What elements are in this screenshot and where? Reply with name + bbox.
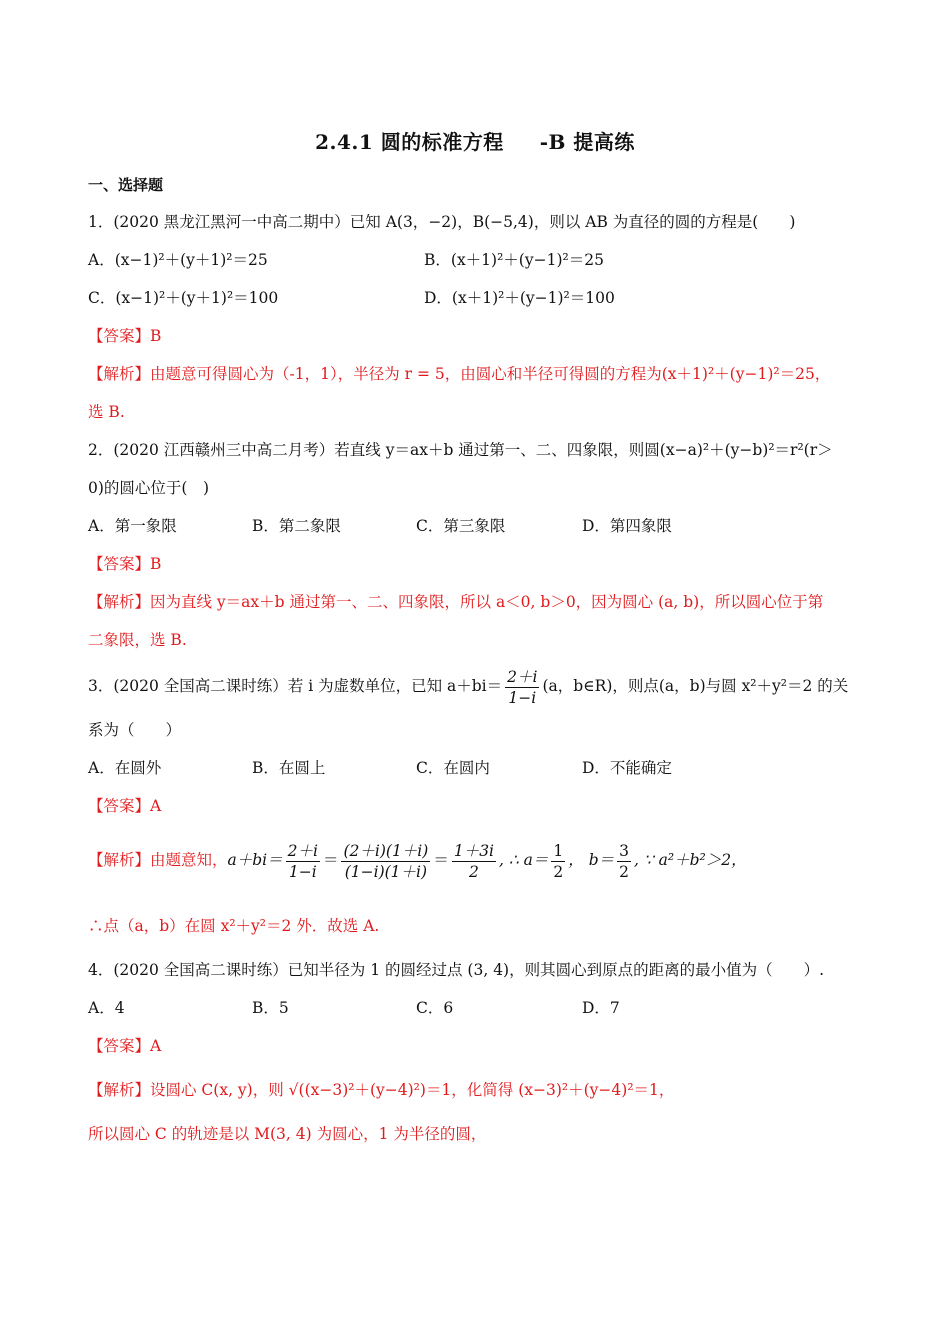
q4-option-d: D．7 <box>582 999 620 1017</box>
q4-stem: 4．(2020 全国高二课时练）已知半径为 1 的圆经过点 (3, 4)，则其圆心到原点的距离的最小值为（ ）. <box>88 961 825 979</box>
q3-option-a: A．在圆外 <box>88 759 162 777</box>
q3-math-frac-3 <box>452 841 496 882</box>
q3-frac-num: 2＋i <box>507 667 538 686</box>
q1-option-a: A．(x−1)²＋(y＋1)²＝25 <box>88 251 268 269</box>
q1-answer: 【答案】B <box>88 327 162 345</box>
q3-stem-cont: 系为（ ） <box>88 721 182 739</box>
q2-answer: 【答案】B <box>88 555 162 573</box>
q3-analysis-cont: ∴点（a，b）在圆 x²＋y²＝2 外．故选 A. <box>88 917 380 935</box>
q3-frac-den: 1−i <box>508 688 537 707</box>
q2-option-d: D．第四象限 <box>582 517 672 535</box>
q4-option-a: A．4 <box>88 999 125 1017</box>
frac-den: 1−i <box>288 862 317 881</box>
q2-option-a: A．第一象限 <box>88 517 177 535</box>
q2-stem-cont: 0)的圆心位于( ) <box>88 479 210 497</box>
q3-fraction <box>505 667 539 708</box>
q3-math-a-eq: , ∴ a＝ <box>499 851 549 869</box>
title-main: 2.4.1 圆的标准方程 <box>315 130 504 154</box>
frac-den: 2 <box>619 862 630 881</box>
q4-option-c: C．6 <box>416 999 454 1017</box>
q3-math-frac-a <box>551 841 565 882</box>
q1-analysis: 【解析】由题意可得圆心为（-1，1），半径为 r = 5，由圆心和半径可得圆的方程为(x＋1)²＋(y−1)²＝25， <box>88 365 831 383</box>
q1-stem: 1．(2020 黑龙江黑河一中高二期中）已知 A(3，−2)，B(−5,4)，则以 AB 为直径的圆的方程是( ) <box>88 213 796 231</box>
q1-option-c: C．(x−1)²＋(y＋1)²＝100 <box>88 289 279 307</box>
q4-option-b: B．5 <box>252 999 289 1017</box>
frac-num: 2＋i <box>287 841 318 860</box>
q1-analysis-cont: 选 B. <box>88 403 125 421</box>
q3-stem-suffix: (a，b∈R)，则点(a，b)与圆 x²＋y²＝2 的关 <box>542 677 849 695</box>
q3-math-frac-b <box>617 841 631 882</box>
frac-num: 3 <box>619 841 630 860</box>
section-heading: 一、选择题 <box>88 176 164 194</box>
q2-option-c: C．第三象限 <box>416 517 506 535</box>
q2-analysis-cont: 二象限，选 B. <box>88 631 187 649</box>
frac-num: 1 <box>553 841 564 860</box>
q3-analysis: 【解析】由题意知，a＋bi＝ $\frac{2+i}{1-i}$ ＝ $\frac{(2+i)(1+i)}{(1-i)(1+i)}$ ＝ $\frac{1+3i}{2}$ , ∴ a＝ $\frac{1}{2}$ ， b＝ $\frac{3}{2}$ , ∵ a²＋b²＞2， <box>88 841 747 881</box>
q3-math-lhs: a＋bi＝ <box>227 851 283 869</box>
q2-option-b: B．第二象限 <box>252 517 341 535</box>
q1-option-b: B．(x＋1)²＋(y−1)²＝25 <box>424 251 604 269</box>
q4-answer: 【答案】A <box>88 1037 162 1055</box>
q3-stem <box>88 664 868 708</box>
page-title <box>0 126 950 155</box>
q3-answer: 【答案】A <box>88 797 162 815</box>
q3-math-frac-2 <box>341 841 430 882</box>
q2-analysis: 【解析】因为直线 y＝ax＋b 通过第一、二、四象限，所以 a＜0, b＞0，因为圆心 (a, b)，所以圆心位于第 <box>88 593 824 611</box>
q3-math-frac-1 <box>286 841 320 882</box>
q1-option-d: D．(x＋1)²＋(y−1)²＝100 <box>424 289 615 307</box>
q3-analysis-label: 【解析】由题意知， <box>88 851 228 869</box>
q2-stem: 2．(2020 江西赣州三中高二月考）若直线 y＝ax＋b 通过第一、二、四象限，则圆(x−a)²＋(y−b)²＝r²(r＞ <box>88 441 833 459</box>
frac-num: 1＋3i <box>453 841 495 860</box>
q3-option-b: B．在圆上 <box>252 759 326 777</box>
frac-den: 2 <box>468 862 479 881</box>
title-suffix: -B 提高练 <box>539 130 635 154</box>
q3-math-b-eq: ， b＝ <box>568 851 615 869</box>
frac-den: 2 <box>553 862 564 881</box>
q3-math-tail: , ∵ a²＋b²＞2， <box>634 851 747 869</box>
q4-analysis-cont: 所以圆心 C 的轨迹是以 M(3, 4) 为圆心，1 为半径的圆， <box>88 1125 487 1143</box>
q3-option-c: C．在圆内 <box>416 759 490 777</box>
frac-num: (2＋i)(1＋i) <box>343 841 429 860</box>
q3-stem-prefix: 3．(2020 全国高二课时练）若 i 为虚数单位，已知 a＋bi＝ <box>88 677 503 695</box>
frac-den: (1−i)(1＋i) <box>344 862 428 881</box>
q4-analysis: 【解析】设圆心 C(x, y)，则 √((x−3)²＋(y−4)²)＝1，化简得 (x−3)²＋(y−4)²＝1， <box>88 1081 675 1099</box>
q3-option-d: D．不能确定 <box>582 759 672 777</box>
